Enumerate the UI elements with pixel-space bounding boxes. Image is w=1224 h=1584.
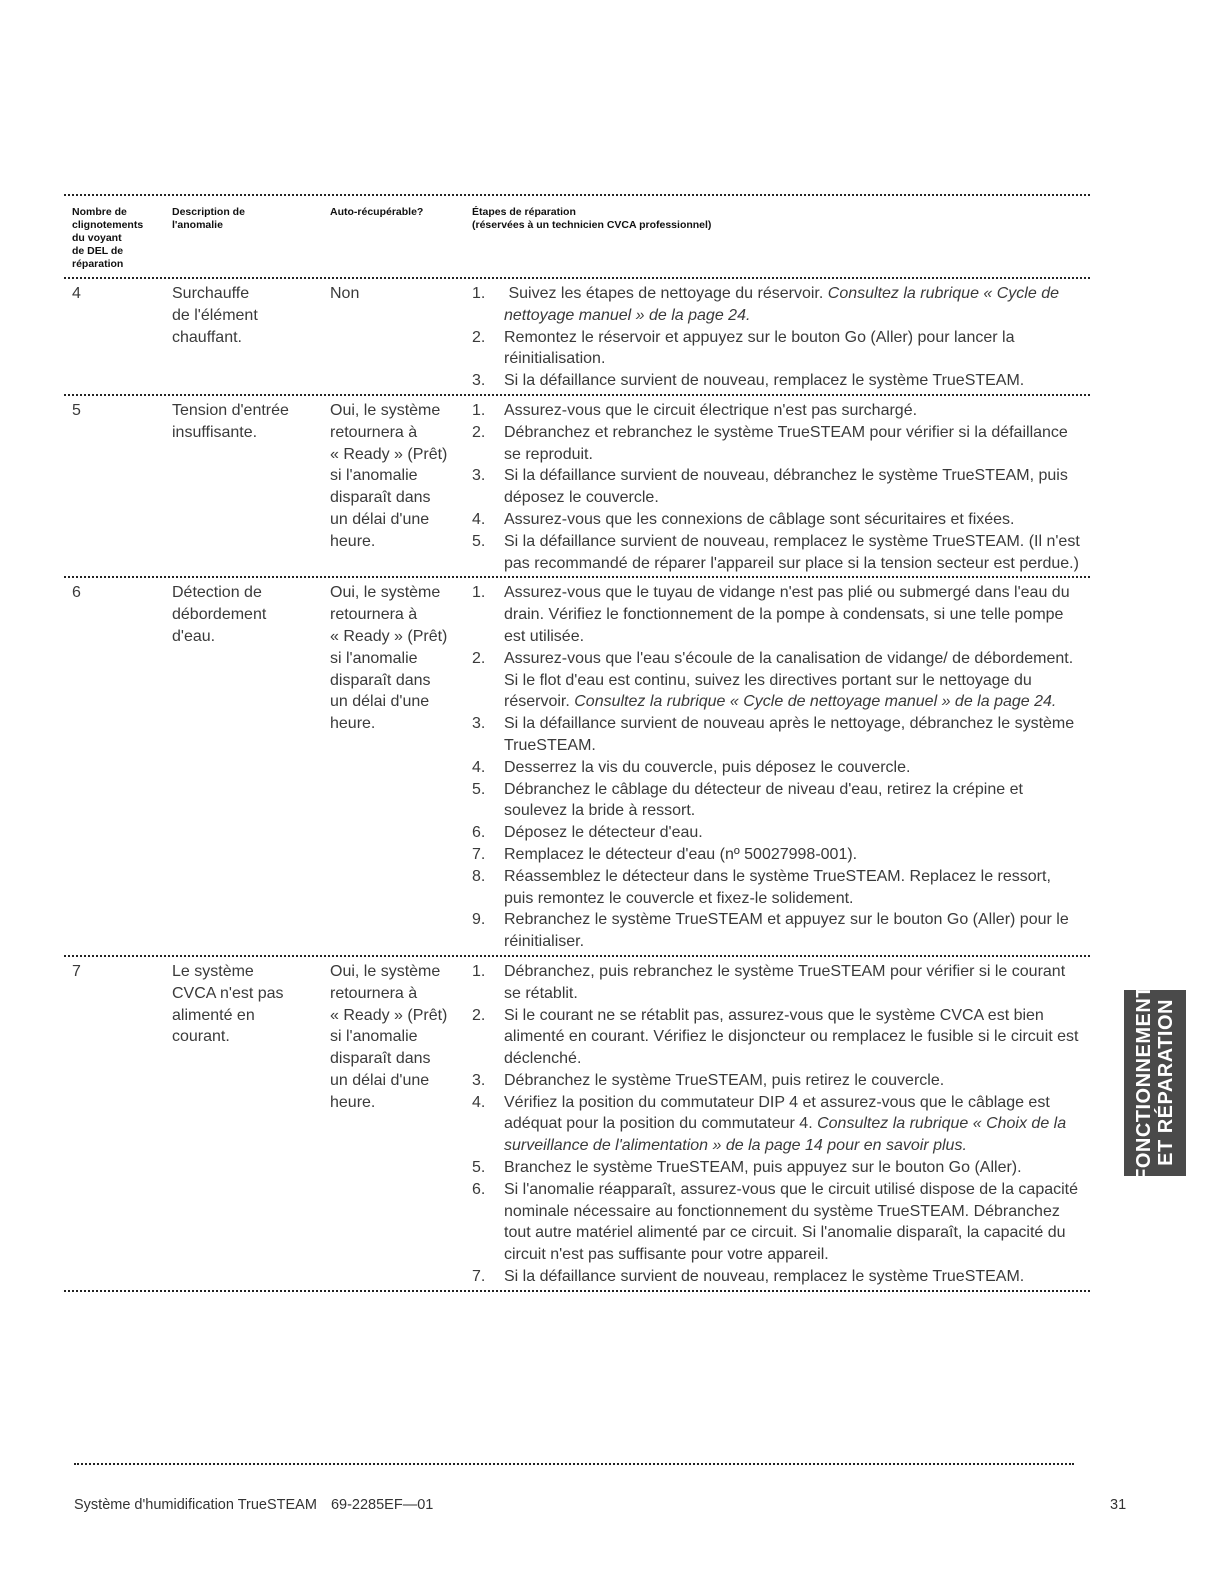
step-text: [504, 327, 1090, 371]
step-item: [472, 422, 1090, 466]
step-text: [504, 465, 1090, 509]
header-auto: Auto-récupérable?: [330, 206, 424, 218]
footer-rule: [74, 1463, 1074, 1465]
step-text: [504, 713, 1090, 757]
step-item: [472, 283, 1090, 327]
step-body: Assurez-vous que le tuyau de vidange n'est pas plié ou submergé dans l'eau du drain. Vérifiez le fonctionnement de la pompe à condensats, si une telle pompe est utilisée.: [504, 584, 1075, 645]
step-reference: Consultez la rubrique « Cycle de nettoyage manuel » de la page 24.: [504, 285, 1059, 324]
step-item: [472, 1179, 1090, 1266]
step-item: [472, 866, 1090, 910]
step-number: 4.: [472, 758, 486, 776]
step-item: [472, 961, 1090, 1005]
repair-steps: [472, 400, 1090, 574]
step-number: 2.: [472, 328, 486, 346]
step-text: [504, 1005, 1090, 1070]
step-body: Si l'anomalie réapparaît, assurez-vous que le circuit utilisé dispose de la capacité nominale nécessaire au fonctionnement du système TrueSTEAM. Débranchez tout autre matériel alimenté par ce circuit. Si l'anomalie disparaît, la capacité du circuit n'est pas suffisante pour votre appareil.: [504, 1180, 1083, 1264]
step-number: 6.: [472, 1180, 486, 1198]
page-number: 31: [1110, 1497, 1127, 1513]
step-item: [472, 400, 1090, 422]
step-number: 9.: [472, 911, 486, 929]
step-body: Si le courant ne se rétablit pas, assurez-vous que le système CVCA est bien alimenté en courant. Vérifiez le disjoncteur ou remplacez le fusible si le circuit est déclenché.: [504, 1006, 1083, 1068]
step-item: [472, 1266, 1090, 1288]
table-body: [64, 279, 1090, 1292]
step-text: [504, 370, 1090, 392]
header-description: Description de l'anomalie: [172, 206, 245, 231]
step-body: Si la défaillance survient de nouveau, remplacez le système TrueSTEAM.: [504, 372, 1025, 390]
step-number: 6.: [472, 824, 486, 842]
step-body: Réassemblez le détecteur dans le système TrueSTEAM. Replacez le ressort, puis remontez le couvercle et fixez-le solidement.: [504, 867, 1056, 907]
step-body: Desserrez la vis du couvercle, puis déposez le couvercle.: [504, 758, 911, 776]
step-number: 4.: [472, 510, 486, 528]
step-number: 7.: [472, 1268, 486, 1286]
step-text: [504, 844, 1090, 866]
step-reference: Consultez la rubrique « Choix de la surveillance de l'alimentation » de la page 14 pour en savoir plus.: [504, 1115, 1067, 1155]
header-steps-title: Étapes de réparation: [472, 206, 576, 218]
steps-list: [472, 400, 1090, 574]
section-tab-line1: FONCTIONNEMENT: [1133, 985, 1155, 1181]
step-text: [504, 757, 1090, 779]
step-body: Si la défaillance survient de nouveau, débranchez le système TrueSTEAM, puis déposez le couvercle.: [504, 467, 1073, 507]
fault-description: Le système CVCA n'est pas alimenté en courant.: [172, 962, 284, 1046]
fault-description: Surchauffe de l'élément chauffant.: [172, 285, 258, 346]
step-number: 3.: [472, 715, 486, 733]
troubleshooting-table: [64, 194, 1090, 1292]
blink-count: 5: [72, 401, 81, 419]
footer-title: Système d'humidification TrueSTEAM: [74, 1497, 317, 1513]
step-number: 7.: [472, 845, 486, 863]
step-body: Assurez-vous que l'eau s'écoule de la canalisation de vidange/ de débordement. Si le flot d'eau est continu, suivez les directives portant sur le nettoyage du réservoir.: [504, 649, 1078, 711]
step-text: [504, 1266, 1090, 1288]
section-tab-label: [1133, 985, 1177, 1181]
step-item: [472, 465, 1090, 509]
step-item: [472, 779, 1090, 823]
repair-steps: [472, 961, 1090, 1288]
footer-document-info: [74, 1497, 433, 1513]
auto-recovery: Oui, le système retournera à « Ready » (Prêt) si l'anomalie disparaît dans un délai d'une heure.: [330, 584, 448, 733]
fault-description: Détection de débordement d'eau.: [172, 584, 267, 645]
step-body: Suivez les étapes de nettoyage du réservoir.: [504, 285, 828, 302]
repair-steps: [472, 582, 1090, 953]
step-item: [472, 822, 1090, 844]
step-body: Débranchez, puis rebranchez le système TrueSTEAM pour vérifier si le courant se rétablit.: [504, 962, 1070, 1002]
section-tab-line2: ET RÉPARATION: [1155, 999, 1177, 1167]
step-number: 3.: [472, 372, 486, 390]
step-body: Vérifiez la position du commutateur DIP 4 et assurez-vous que le câblage est adéquat pour la position du commutateur 4.: [504, 1093, 1055, 1133]
step-item: [472, 1005, 1090, 1070]
step-text: [504, 866, 1090, 910]
step-item: [472, 757, 1090, 779]
step-reference: Consultez la rubrique « Cycle de nettoyage manuel » de la page 24.: [574, 693, 1057, 711]
step-number: 2.: [472, 649, 486, 667]
auto-recovery: Oui, le système retournera à « Ready » (Prêt) si l'anomalie disparaît dans un délai d'une heure.: [330, 401, 448, 550]
step-body: Débranchez le système TrueSTEAM, puis retirez le couvercle.: [504, 1071, 945, 1089]
step-item: [472, 909, 1090, 953]
auto-recovery: Oui, le système retournera à « Ready » (Prêt) si l'anomalie disparaît dans un délai d'une heure.: [330, 962, 448, 1111]
auto-recovery: Non: [330, 285, 360, 302]
step-item: [472, 648, 1090, 713]
step-text: [504, 909, 1090, 953]
step-number: 5.: [472, 1159, 486, 1177]
steps-list: [472, 961, 1090, 1288]
step-number: 8.: [472, 867, 486, 885]
step-body: Si la défaillance survient de nouveau, remplacez le système TrueSTEAM.: [504, 1268, 1025, 1286]
row-rule: [64, 1290, 1090, 1292]
section-tab: [1124, 985, 1186, 1181]
table-row: [64, 279, 1090, 394]
step-body: Déposez le détecteur d'eau.: [504, 824, 703, 842]
step-item: [472, 1092, 1090, 1157]
step-number: 5.: [472, 532, 486, 550]
step-number: 4.: [472, 1093, 486, 1111]
step-number: 3.: [472, 1071, 486, 1089]
step-number: 1.: [472, 401, 486, 419]
header-steps: [472, 206, 1090, 271]
step-text: [504, 779, 1090, 823]
step-number: 3.: [472, 467, 486, 485]
step-text: [504, 1070, 1090, 1092]
step-item: [472, 370, 1090, 392]
step-body: Assurez-vous que les connexions de câblage sont sécuritaires et fixées.: [504, 510, 1015, 528]
step-item: [472, 509, 1090, 531]
step-text: [504, 648, 1090, 713]
step-item: [472, 844, 1090, 866]
table-header: [64, 196, 1090, 277]
step-number: 2.: [472, 423, 486, 441]
repair-steps: [472, 283, 1090, 392]
step-text: [504, 961, 1090, 1005]
step-text: [504, 283, 1090, 327]
step-body: Rebranchez le système TrueSTEAM et appuyez sur le bouton Go (Aller) pour le réinitialiser.: [504, 911, 1074, 951]
footer-code: 69-2285EF—01: [330, 1497, 434, 1513]
step-text: [504, 822, 1090, 844]
step-body: Débranchez et rebranchez le système TrueSTEAM pour vérifier si la défaillance se reproduit.: [504, 423, 1073, 463]
steps-list: [472, 582, 1090, 953]
step-number: 1.: [472, 285, 486, 302]
blink-count: 4: [72, 285, 81, 302]
step-body: Remplacez le détecteur d'eau (nº 50027998-001).: [504, 845, 858, 863]
step-number: 2.: [472, 1006, 486, 1024]
step-item: [472, 713, 1090, 757]
steps-list: [472, 283, 1090, 392]
step-body: Remontez le réservoir et appuyez sur le bouton Go (Aller) pour lancer la réinitialisation.: [504, 328, 1019, 368]
fault-description: Tension d'entrée insuffisante.: [172, 401, 289, 441]
table-row: [64, 396, 1090, 576]
step-number: 1.: [472, 584, 486, 602]
step-number: 5.: [472, 780, 486, 798]
step-text: [504, 422, 1090, 466]
step-text: [504, 400, 1090, 422]
step-number: 1.: [472, 962, 486, 980]
step-text: [504, 582, 1090, 647]
step-body: Débranchez le câblage du détecteur de niveau d'eau, retirez la crépine et soulevez la bride à ressort.: [504, 780, 1028, 820]
step-text: [504, 1092, 1090, 1157]
header-steps-sub: (réservées à un technicien CVCA professionnel): [472, 219, 712, 231]
step-text: [504, 509, 1090, 531]
step-item: [472, 582, 1090, 647]
blink-count: 6: [72, 584, 81, 602]
blink-count: 7: [72, 962, 81, 980]
step-item: [472, 531, 1090, 575]
step-body: Si la défaillance survient de nouveau, remplacez le système TrueSTEAM. (Il n'est pas recommandé de réparer l'appareil sur place si la tension secteur est perdue.): [504, 532, 1085, 572]
step-body: Si la défaillance survient de nouveau après le nettoyage, débranchez le système TrueSTEAM.: [504, 715, 1079, 754]
step-item: [472, 1157, 1090, 1179]
step-body: Branchez le système TrueSTEAM, puis appuyez sur le bouton Go (Aller).: [504, 1159, 1022, 1177]
step-item: [472, 1070, 1090, 1092]
header-count: Nombre de clignotements du voyant de DEL de réparation: [72, 206, 144, 270]
table-row: [64, 957, 1090, 1290]
step-item: [472, 327, 1090, 371]
table-row: [64, 578, 1090, 955]
step-text: [504, 1179, 1090, 1266]
step-body: Assurez-vous que le circuit électrique n'est pas surchargé.: [504, 401, 918, 419]
step-text: [504, 531, 1090, 575]
step-text: [504, 1157, 1090, 1179]
